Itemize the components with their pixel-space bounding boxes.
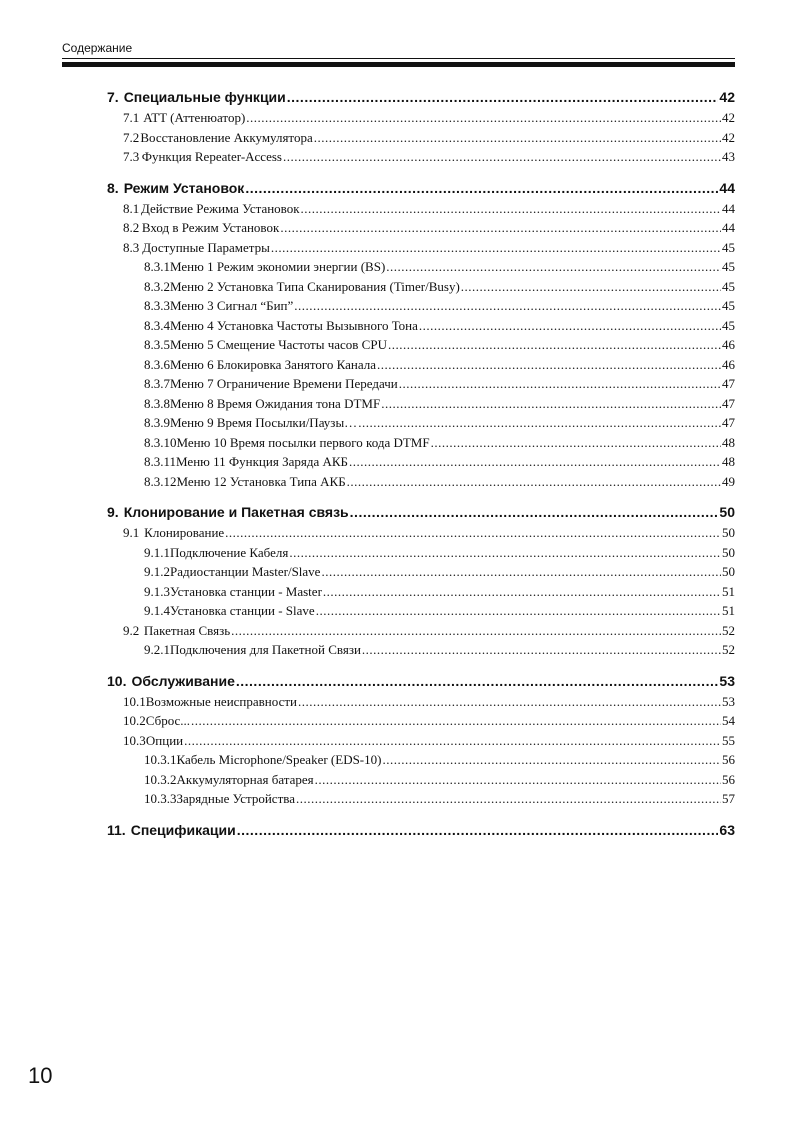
toc-entry-number: 8.3.7 (144, 376, 170, 391)
toc-entry-number: 8.3.8 (144, 395, 170, 411)
toc-dot-leader (289, 543, 721, 563)
toc-entry-title: Возможные неисправности (145, 693, 297, 709)
toc-entry-page: 47 (722, 395, 735, 411)
toc-entry-page: 47 (722, 415, 735, 430)
toc-entry-title: Спецификации (130, 821, 236, 838)
toc-entry-number: 8.2 (123, 220, 140, 235)
toc-entry-page: 47 (722, 376, 735, 391)
toc-entry-page: 46 (722, 356, 735, 372)
toc-entry-title: Меню 10 Время посылки первого кода DTMF (176, 434, 430, 450)
toc-entry[interactable] (107, 523, 735, 543)
toc-entry-title: Специальные функции (123, 89, 286, 105)
toc-entry[interactable] (107, 238, 735, 258)
toc-entry-page: 48 (722, 434, 735, 450)
toc-entry[interactable] (107, 199, 735, 219)
toc-entry-number: 8.3.1 (144, 259, 170, 274)
toc-dot-leader (382, 750, 721, 770)
toc-dot-leader (316, 601, 721, 621)
toc-entry-number: 7. (107, 89, 119, 105)
toc-chapter-entry[interactable] (107, 819, 735, 841)
toc-entry-number: 9.2 (123, 622, 140, 638)
toc-entry-number: 9.2.1 (144, 642, 170, 657)
header-rule-thin (62, 58, 735, 59)
toc-dot-leader (294, 296, 721, 316)
toc-entry-page: 50 (722, 564, 735, 579)
toc-entry-title: Меню 3 Сигнал “Бип” (170, 298, 294, 313)
toc-entry-title: Меню 1 Режим экономии энергии (BS) (170, 259, 386, 274)
toc-dot-leader (386, 257, 721, 277)
toc-entry-number: 9.1 (123, 525, 140, 540)
toc-entry-title: Клонирование (144, 525, 225, 540)
toc-dot-leader (191, 711, 721, 731)
toc-entry-number: 7.1 (123, 110, 140, 125)
toc-dot-leader (377, 355, 721, 375)
table-of-contents (107, 86, 735, 841)
toc-entry-number: 8.3.5 (144, 337, 170, 352)
toc-entry-number: 9.1.3 (144, 583, 170, 599)
toc-entry-number: 8.3.6 (144, 356, 170, 372)
toc-entry[interactable] (107, 472, 735, 492)
toc-dot-leader (237, 819, 719, 841)
toc-entry[interactable] (107, 692, 735, 712)
toc-entry-title: Зарядные Устройства (176, 791, 295, 806)
toc-entry-number: 8.1 (123, 200, 140, 216)
toc-entry[interactable] (107, 433, 735, 453)
toc-entry-number: 8.3.9 (144, 415, 170, 430)
toc-dot-leader (231, 621, 721, 641)
toc-dot-leader (349, 452, 721, 472)
toc-dot-leader (283, 147, 721, 167)
toc-entry-title: Действие Режима Установок (140, 200, 300, 216)
toc-chapter-entry[interactable] (107, 177, 735, 199)
toc-entry-number: 8.3 (123, 239, 140, 255)
toc-entry[interactable] (107, 147, 735, 167)
toc-entry[interactable] (107, 335, 735, 355)
toc-dot-leader (347, 472, 721, 492)
toc-entry-title: Обслуживание (131, 672, 235, 689)
toc-dot-leader (271, 238, 721, 258)
toc-entry[interactable] (107, 128, 735, 148)
toc-entry[interactable] (107, 543, 735, 563)
toc-entry-page: 48 (722, 454, 735, 469)
toc-entry-page: 52 (722, 642, 735, 657)
toc-entry-title: Режим Установок (123, 179, 245, 196)
toc-dot-leader (301, 199, 721, 219)
toc-entry-number: 9. (107, 504, 119, 520)
toc-dot-leader (184, 731, 721, 751)
toc-entry-title: Подключения для Пакетной Связи (170, 642, 361, 657)
toc-entry-title: Меню 5 Смещение Частоты часов CPU (170, 337, 387, 352)
toc-entry[interactable] (107, 731, 735, 751)
toc-entry[interactable] (107, 601, 735, 621)
toc-entry[interactable] (107, 355, 735, 375)
toc-entry-page: 50 (722, 525, 735, 540)
toc-dot-leader (280, 218, 721, 238)
toc-dot-leader (399, 374, 721, 394)
toc-entry[interactable] (107, 374, 735, 394)
toc-dot-leader (246, 108, 721, 128)
toc-entry-number: 10.3.3 (144, 791, 177, 806)
toc-entry-number: 10.3.1 (144, 752, 177, 767)
toc-entry-number: 8.3.3 (144, 298, 170, 313)
toc-entry-number: 10.2 (123, 713, 146, 728)
toc-entry-page: 46 (722, 337, 735, 352)
toc-entry-number: 10. (107, 672, 127, 689)
toc-entry-page: 44 (722, 220, 735, 235)
toc-entry-title: Радиостанции Master/Slave (170, 564, 321, 579)
toc-entry-title: Меню 2 Установка Типа Сканирования (Timer/Busy) (170, 278, 460, 294)
toc-entry[interactable] (107, 770, 735, 790)
toc-entry-title: Меню 12 Установка Типа АКБ (176, 473, 346, 489)
toc-entry-title: Функция Repeater-Access (141, 149, 282, 164)
toc-entry-page: 56 (722, 752, 735, 767)
toc-dot-leader (236, 670, 719, 692)
toc-entry-page: 45 (722, 317, 735, 333)
toc-entry-title: Меню 9 Время Посылки/Паузы… (170, 415, 358, 430)
header-rule-thick (62, 62, 735, 67)
toc-entry[interactable] (107, 621, 735, 641)
toc-entry-title: Опции (145, 732, 184, 748)
toc-entry-page: 56 (722, 771, 735, 787)
toc-dot-leader (315, 770, 721, 790)
toc-entry[interactable] (107, 562, 735, 582)
toc-entry-title: Меню 11 Функция Заряда АКБ (176, 454, 348, 469)
toc-entry[interactable] (107, 413, 735, 433)
toc-entry-number: 8. (107, 179, 119, 196)
toc-entry-page: 44 (722, 200, 735, 216)
toc-dot-leader (245, 177, 718, 199)
toc-entry[interactable] (107, 218, 735, 238)
toc-entry-number: 9.1.1 (144, 544, 170, 560)
toc-entry[interactable] (107, 108, 735, 128)
toc-chapter-entry[interactable] (107, 670, 735, 692)
toc-entry-number: 8.3.11 (144, 454, 177, 469)
toc-entry-title: Пакетная Связь (143, 622, 231, 638)
toc-entry-page: 51 (722, 603, 735, 618)
toc-entry-number: 8.3.4 (144, 317, 170, 333)
toc-entry-title: Сброс... (145, 713, 191, 728)
toc-dot-leader (358, 413, 721, 433)
toc-chapter-entry[interactable] (107, 86, 735, 108)
toc-dot-leader (225, 523, 721, 543)
toc-entry[interactable] (107, 711, 735, 731)
toc-entry[interactable] (107, 296, 735, 316)
toc-entry-page: 45 (722, 259, 735, 274)
toc-dot-leader (314, 128, 721, 148)
toc-entry[interactable] (107, 316, 735, 336)
toc-dot-leader (419, 316, 721, 336)
toc-dot-leader (321, 562, 721, 582)
toc-entry-title: Установка станции - Master (170, 583, 322, 599)
toc-entry-page: 55 (722, 732, 735, 748)
toc-entry-number: 9.1.4 (144, 603, 170, 618)
toc-entry-number: 10.3 (123, 732, 146, 748)
toc-entry-number: 10.3.2 (144, 771, 177, 787)
toc-entry[interactable] (107, 257, 735, 277)
toc-entry-page: 50 (719, 504, 735, 520)
toc-entry[interactable] (107, 277, 735, 297)
toc-entry-page: 45 (722, 278, 735, 294)
toc-entry-number: 8.3.12 (144, 473, 177, 489)
toc-dot-leader (287, 86, 719, 108)
toc-entry-title: Клонирование и Пакетная связь (123, 504, 349, 520)
toc-entry-number: 11. (107, 821, 126, 838)
toc-dot-leader (388, 335, 721, 355)
toc-entry[interactable] (107, 750, 735, 770)
toc-dot-leader (461, 277, 721, 297)
toc-entry-number: 8.3.2 (144, 278, 170, 294)
toc-dot-leader (431, 433, 721, 453)
toc-entry-page: 44 (719, 179, 735, 196)
toc-entry-title: Меню 6 Блокировка Занятого Канала (170, 356, 377, 372)
toc-entry-number: 8.3.10 (144, 434, 177, 450)
toc-entry-title: Восстановление Аккумулятора (140, 129, 313, 145)
toc-entry-page: 53 (722, 693, 735, 709)
toc-entry-title: ATT (Аттенюатор) (143, 110, 246, 125)
toc-entry-page: 42 (722, 129, 735, 145)
toc-entry-page: 42 (719, 89, 735, 105)
toc-entry-number: 9.1.2 (144, 564, 170, 579)
toc-entry-title: Доступные Параметры (142, 239, 270, 255)
toc-entry-page: 50 (722, 544, 735, 560)
toc-dot-leader (350, 501, 719, 523)
page-number: 10 (28, 1063, 53, 1088)
toc-entry-title: Вход в Режим Установок (141, 220, 280, 235)
toc-entry[interactable] (107, 452, 735, 472)
toc-entry-page: 49 (722, 473, 735, 489)
toc-entry-number: 7.2 (123, 129, 140, 145)
toc-entry-title: Кабель Microphone/Speaker (EDS-10) (176, 752, 382, 767)
toc-entry-title: Аккумуляторная батарея (176, 771, 314, 787)
toc-dot-leader (323, 582, 721, 602)
toc-entry-title: Меню 8 Время Ожидания тона DTMF (170, 395, 381, 411)
toc-entry-title: Меню 4 Установка Частоты Вызывного Тона (170, 317, 418, 333)
running-header: Содержание (62, 41, 133, 55)
toc-entry-page: 45 (722, 298, 735, 313)
toc-entry-page: 51 (722, 583, 735, 599)
toc-entry-number: 10.1 (123, 693, 146, 709)
toc-entry-page: 54 (722, 713, 735, 728)
toc-entry[interactable] (107, 394, 735, 414)
toc-dot-leader (296, 789, 721, 809)
toc-chapter-entry[interactable] (107, 501, 735, 523)
toc-entry-page: 52 (722, 622, 735, 638)
toc-dot-leader (298, 692, 721, 712)
toc-entry-title: Установка станции - Slave (170, 603, 315, 618)
toc-entry[interactable] (107, 640, 735, 660)
toc-entry-page: 43 (722, 149, 735, 164)
toc-entry-title: Подключение Кабеля (170, 544, 289, 560)
toc-dot-leader (362, 640, 721, 660)
toc-entry[interactable] (107, 582, 735, 602)
toc-entry-number: 7.3 (123, 149, 140, 164)
toc-dot-leader (381, 394, 721, 414)
toc-entry-page: 57 (722, 791, 735, 806)
toc-entry-page: 63 (719, 821, 735, 838)
toc-entry-title: Меню 7 Ограничение Времени Передачи (170, 376, 398, 391)
toc-entry-page: 42 (722, 110, 735, 125)
toc-entry[interactable] (107, 789, 735, 809)
toc-entry-page: 45 (722, 239, 735, 255)
toc-entry-page: 53 (719, 672, 735, 689)
